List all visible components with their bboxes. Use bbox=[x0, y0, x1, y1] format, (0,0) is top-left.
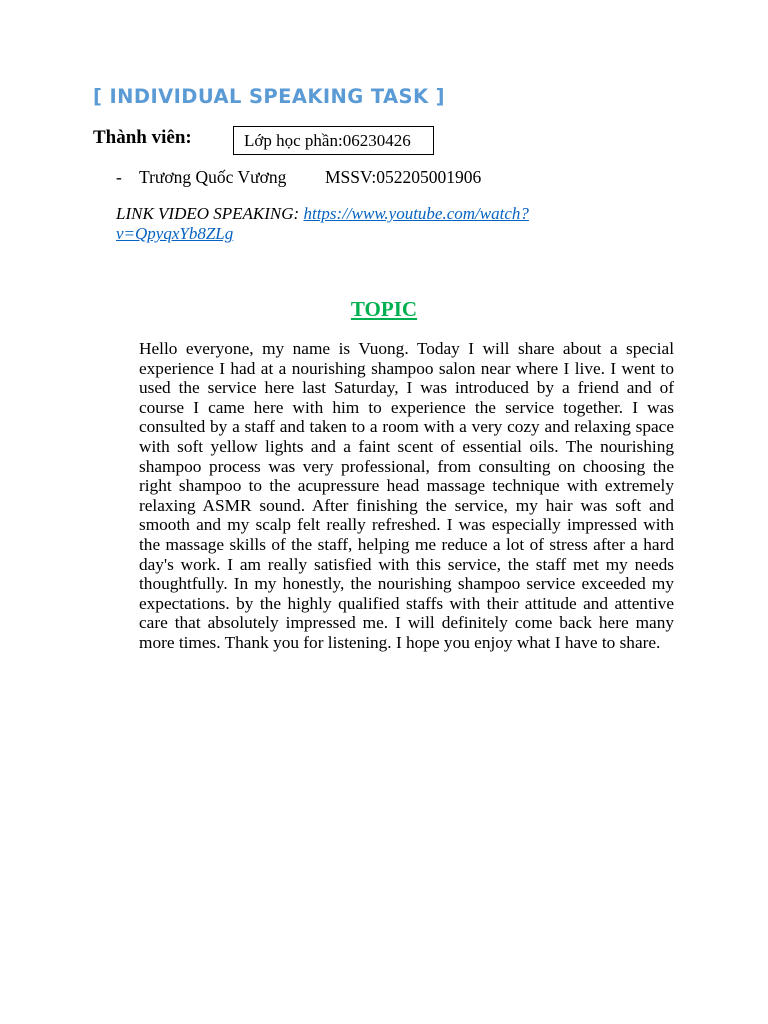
video-link-label: LINK VIDEO SPEAKING: bbox=[116, 204, 304, 223]
task-heading: [ INDIVIDUAL SPEAKING TASK ] bbox=[93, 85, 445, 108]
video-link-url-line1[interactable]: https://www.youtube.com/watch? bbox=[303, 204, 529, 223]
member-bullet: - bbox=[116, 167, 122, 187]
video-link-block bbox=[116, 204, 566, 244]
speech-body-text: Hello everyone, my name is Vuong. Today I will share about a special experience I had at a nourishing shampoo salon near where I live. I went to used the service here last Saturday, I was introduced by a friend and of course I came here with him to experience the service together. I was consulted by a staff and taken to a room with a very cozy and relaxing space with soft yellow lights and a faint scent of essential oils. The nourishing shampoo process was very professional, from consulting on choosing the right shampoo to the acupressure head massage technique with extremely relaxing ASMR sound. After finishing the service, my hair was soft and smooth and my scalp felt really refreshed. I was especially impressed with the massage skills of the staff, helping me reduce a lot of stress after a hard day's work. I am really satisfied with this service, the staff met my needs thoughtfully. In my honestly, the nourishing shampoo service exceeded my expectations. by the highly qualified staffs with their attitude and attentive care that absolutely impressed me. I will definitely come back here many more times. Thank you for listening. I hope you enjoy what I have to share. bbox=[139, 339, 674, 652]
members-label: Thành viên: bbox=[93, 127, 192, 148]
class-code-box: Lớp học phần:06230426 bbox=[233, 126, 434, 155]
member-name: Trương Quốc Vương bbox=[139, 167, 287, 187]
member-line bbox=[116, 167, 481, 188]
video-link-url-line2[interactable]: v=QpyqxYb8ZLg bbox=[116, 224, 234, 243]
topic-heading: TOPIC bbox=[350, 297, 418, 321]
member-student-id: MSSV:052205001906 bbox=[325, 167, 482, 187]
